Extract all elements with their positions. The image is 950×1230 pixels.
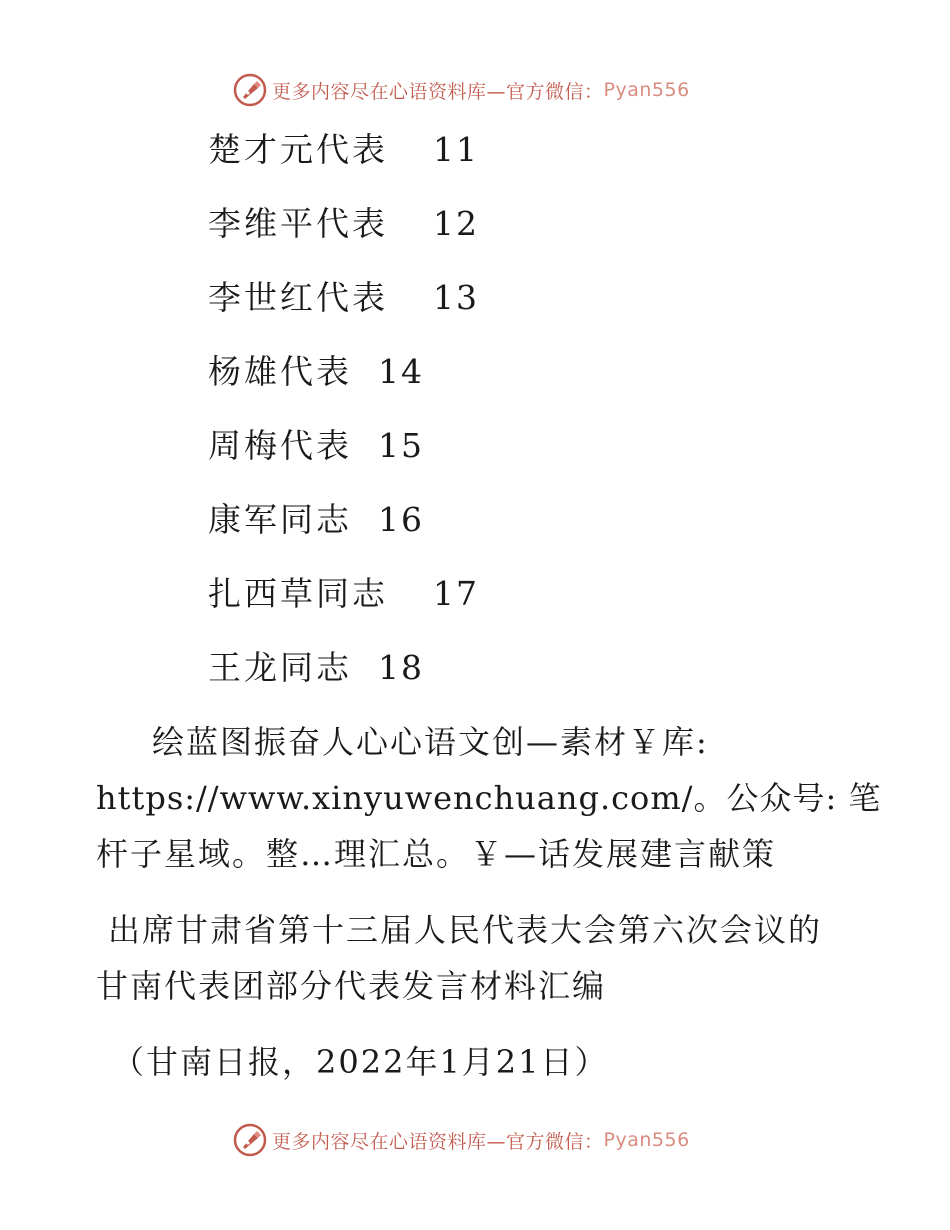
toc-entry-page: 17 <box>433 574 479 613</box>
toc-entry[interactable] <box>208 420 479 494</box>
article-title: 出席甘肃省第十三届人民代表大会第六次会议的 <box>108 911 823 949</box>
promo-line: 绘蓝图振奋人心心语文创—素材￥库: <box>152 723 709 761</box>
pen-nib-logo-icon <box>232 72 268 108</box>
toc-entry-name: 李世红代表 <box>208 278 388 317</box>
toc-entry-page: 16 <box>378 500 424 539</box>
watermark-footer <box>232 1120 690 1160</box>
toc-entry-page: 18 <box>378 648 424 687</box>
toc-entry[interactable] <box>208 198 479 272</box>
toc-entry-page: 14 <box>378 352 424 391</box>
toc-entry-name: 王龙同志 <box>208 648 352 687</box>
toc-entry-name: 楚才元代表 <box>208 130 388 169</box>
toc-entry-name: 周梅代表 <box>208 426 352 465</box>
watermark-handle: Pyan556 <box>603 1129 690 1151</box>
pen-nib-logo-icon <box>232 1122 268 1158</box>
toc-entry[interactable] <box>208 346 479 420</box>
watermark-header <box>232 70 690 110</box>
toc-entry-page: 13 <box>433 278 479 317</box>
watermark-handle: Pyan556 <box>603 79 690 101</box>
toc-entry-page: 15 <box>378 426 424 465</box>
toc-entry[interactable] <box>208 124 479 198</box>
toc-entry[interactable] <box>208 642 479 716</box>
toc-entry-page: 12 <box>433 204 479 243</box>
toc-entry[interactable] <box>208 272 479 346</box>
toc-entry-name: 杨雄代表 <box>208 352 352 391</box>
article-source: （甘南日报，2022年1月21日） <box>112 1043 609 1081</box>
toc-entry-name: 康军同志 <box>208 500 352 539</box>
article-title-continued: 甘南代表团部分代表发言材料汇编 <box>96 967 607 1005</box>
toc-entry-name: 李维平代表 <box>208 204 388 243</box>
toc-entry[interactable] <box>208 568 479 642</box>
promo-line: 杆子星域。整…理汇总。￥—话发展建言献策 <box>96 835 777 873</box>
watermark-text: 更多内容尽在心语资料库—官方微信： <box>272 80 604 103</box>
toc-entry-name: 扎西草同志 <box>208 574 388 613</box>
promo-url-line: https://www.xinyuwenchuang.com/。公众号: 笔 <box>96 779 882 817</box>
table-of-contents <box>208 124 479 716</box>
watermark-text: 更多内容尽在心语资料库—官方微信： <box>272 1130 604 1153</box>
toc-entry[interactable] <box>208 494 479 568</box>
toc-entry-page: 11 <box>433 130 479 169</box>
